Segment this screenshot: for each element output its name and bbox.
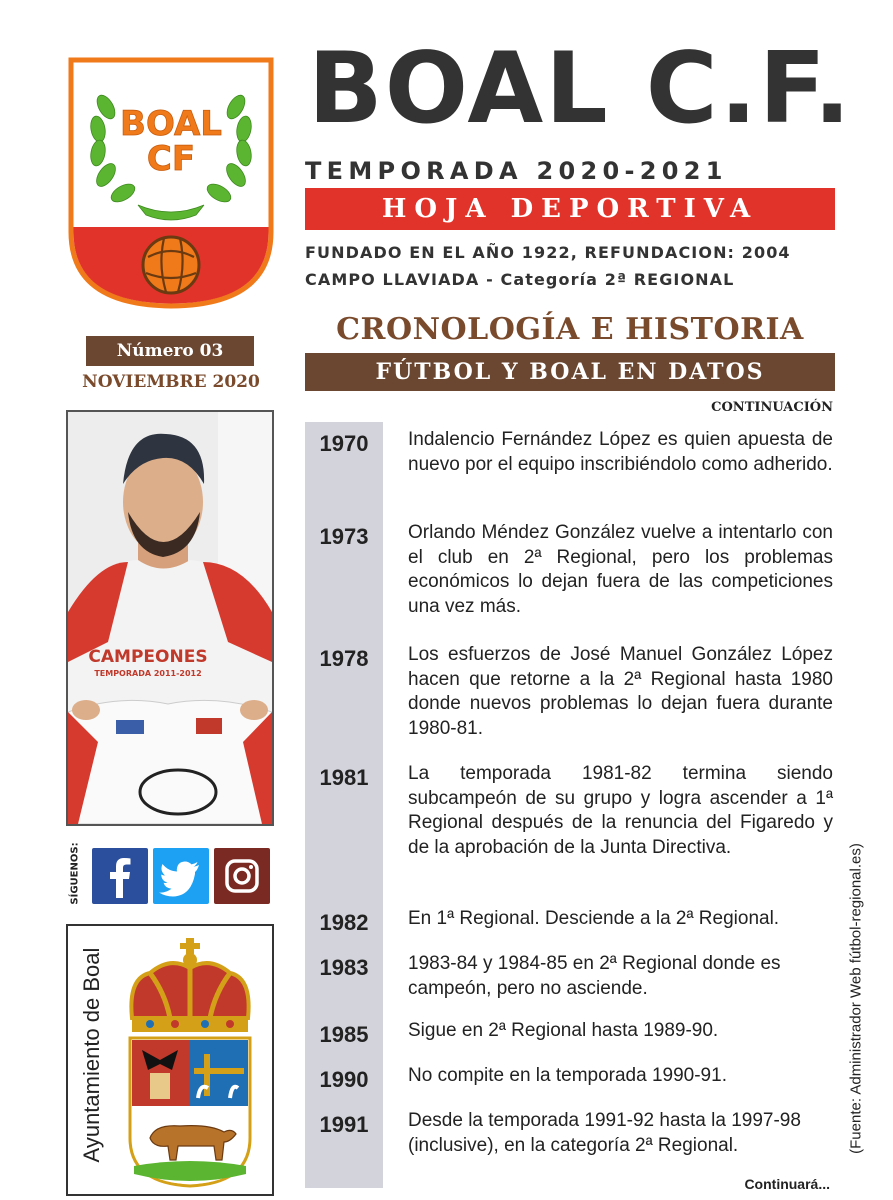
page-title: BOAL C.F. [308, 32, 853, 146]
timeline-entry-1985: Sigue en 2ª Regional hasta 1989-90. [408, 1020, 719, 1041]
timeline-year-1990: 1990 [319, 1067, 369, 1092]
section-title: CRONOLOGÍA E HISTORIA [336, 312, 804, 347]
timeline-year-1981: 1981 [319, 765, 369, 790]
player-illustration [68, 412, 272, 824]
twitter-button[interactable] [153, 848, 209, 904]
timeline-year-1978: 1978 [319, 646, 369, 671]
timeline-entry-1991: Desde la temporada 1991-92 hasta la 1997-98 (inclusive), en la categoría 2ª Regional. [408, 1110, 801, 1156]
instagram-icon [214, 848, 270, 904]
logo-text-line2: CF [146, 139, 196, 179]
timeline-entry-1973: Orlando Méndez González vuelve a intentarlo con el club en 2ª Regional, pero los problemas económicos lo dejan fuera de las competiciones una vez más. [408, 522, 833, 617]
sponsor-label [70, 930, 114, 1190]
facebook-icon [92, 848, 148, 904]
continuation-label: CONTINUACIÓN [711, 400, 833, 415]
field-info: CAMPO LLAVIADA - Categoría 2ª REGIONAL [305, 270, 735, 289]
timeline-entry-1983: 1983-84 y 1984-85 en 2ª Regional donde es campeón, pero no asciende. [408, 953, 781, 999]
club-logo [68, 57, 274, 309]
source-note [836, 820, 876, 1180]
timeline-entry-1990: No compite en la temporada 1990-91. [408, 1065, 727, 1086]
timeline-entry-1970: Indalencio Fernández López es quien apuesta de nuevo por el equipo inscribiéndolo como adherido. [408, 429, 833, 475]
subtitle-banner: HOJA DEPORTIVA [305, 188, 835, 230]
timeline-year-1991: 1991 [319, 1112, 369, 1137]
player-photo [66, 410, 274, 826]
timeline-year-1985: 1985 [319, 1022, 369, 1047]
issue-number: Número 03 [86, 336, 254, 366]
timeline-year-1970: 1970 [319, 431, 369, 456]
shirt-subtext: TEMPORADA 2011-2012 [94, 669, 202, 678]
twitter-icon [153, 848, 209, 904]
founded-info: FUNDADO EN EL AÑO 1922, REFUNDACION: 2004 [305, 243, 791, 262]
timeline-year-1973: 1973 [319, 524, 369, 549]
season-label: TEMPORADA 2020-2021 [305, 157, 728, 185]
follow-us-label [62, 840, 88, 910]
timeline-entry-1978: Los esfuerzos de José Manuel González López hacen que retorne a la 2ª Regional hasta 1980 donde nuevos problemas lo dejan fuera durante 1980-81. [408, 644, 833, 739]
ball-icon [143, 237, 199, 293]
to-be-continued: Continuará... [744, 1176, 830, 1192]
timeline-year-1982: 1982 [319, 910, 369, 935]
shirt-text: CAMPEONES [88, 647, 208, 667]
timeline-year-1983: 1983 [319, 955, 369, 980]
sponsor-text: Ayuntamiento de Boal [79, 947, 104, 1163]
logo-text-line1: BOAL [120, 104, 222, 144]
facebook-button[interactable] [92, 848, 148, 904]
timeline-entry-1981: La temporada 1981-82 termina siendo subcampeón de su grupo y logra ascender a 1ª Regional después de la renuncia del Figaredo y de la aprobación de la Junta Directiva. [408, 763, 833, 858]
section-subtitle-banner: FÚTBOL Y BOAL EN DATOS [305, 353, 835, 391]
timeline-entry-1982: En 1ª Regional. Desciende a la 2ª Regional. [408, 908, 780, 929]
source-text: (Fuente: Administrador Web fútbol-regional.es) [847, 843, 865, 1154]
instagram-button[interactable] [214, 848, 270, 904]
issue-date: NOVIEMBRE 2020 [82, 372, 260, 392]
follow-us-text: SÍGUENOS: [69, 842, 81, 905]
town-crest-icon [120, 938, 260, 1188]
